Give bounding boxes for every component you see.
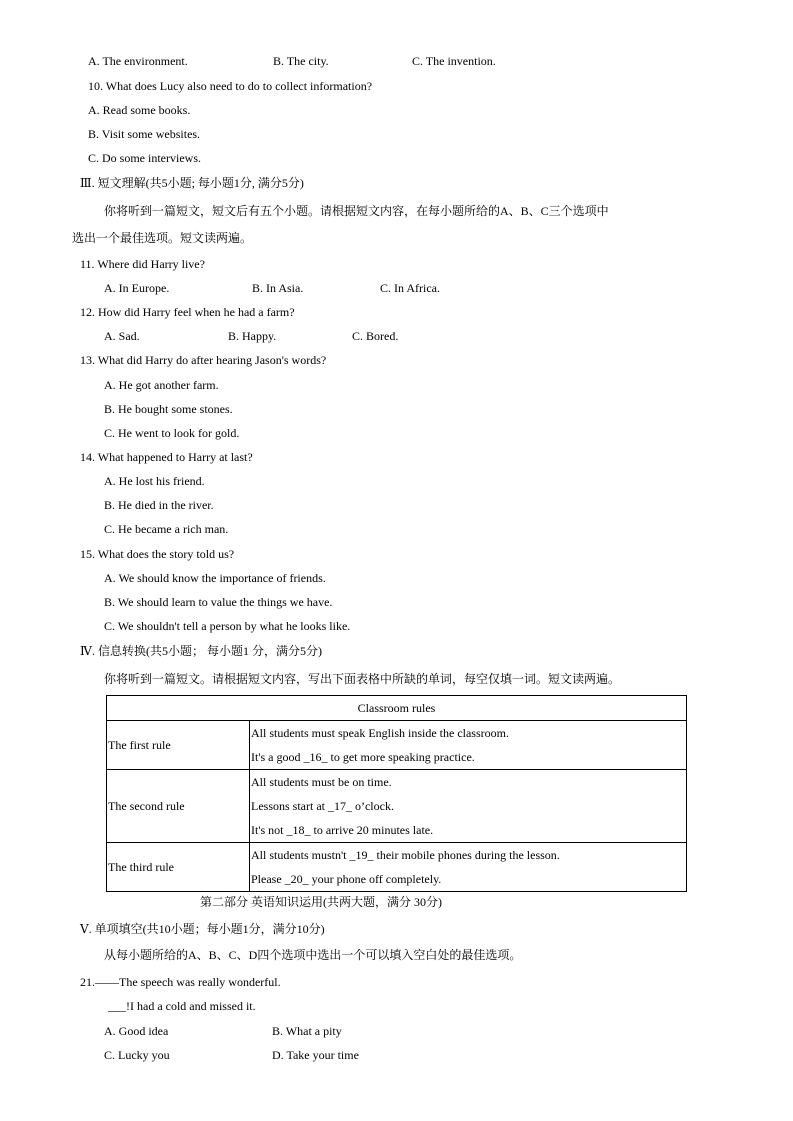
q13-option-a[interactable]: A. He got another farm. bbox=[104, 378, 219, 392]
q13-stem: 13. What did Harry do after hearing Jason's words? bbox=[80, 353, 327, 367]
q14-stem: 14. What happened to Harry at last? bbox=[80, 450, 253, 464]
rule-name-cell: The second rule bbox=[107, 770, 250, 843]
q12-option-b[interactable]: B. Happy. bbox=[228, 329, 277, 343]
q12-option-c[interactable]: C. Bored. bbox=[352, 329, 399, 343]
q21-option-c[interactable]: C. Lucky you bbox=[104, 1048, 170, 1062]
q9-option-a[interactable]: A. The environment. bbox=[88, 54, 188, 68]
q10-option-c[interactable]: C. Do some interviews. bbox=[88, 151, 201, 165]
q15-option-a[interactable]: A. We should know the importance of friends. bbox=[104, 571, 326, 585]
q9-option-c[interactable]: C. The invention. bbox=[412, 54, 496, 68]
rule-line: All students must speak English inside the classroom. bbox=[251, 726, 509, 740]
rule-line-blank-17[interactable]: Lessons start at _17_ o’clock. bbox=[251, 799, 394, 813]
section4-instruction: 你将听到一篇短文。请根据短文内容，写出下面表格中所缺的单词，每空仅填一词。短文读两遍。 bbox=[104, 672, 621, 686]
rule-name-cell: The third rule bbox=[107, 843, 250, 892]
q21-option-a[interactable]: A. Good idea bbox=[104, 1024, 169, 1038]
q12-stem: 12. How did Harry feel when he had a farm? bbox=[80, 305, 295, 319]
q14-option-b[interactable]: B. He died in the river. bbox=[104, 498, 214, 512]
table-row-third-rule bbox=[107, 843, 687, 892]
table-title: Classroom rules bbox=[107, 696, 687, 721]
table-row-second-rule bbox=[107, 770, 687, 843]
q15-stem: 15. What does the story told us? bbox=[80, 547, 235, 561]
rule-line: All students must be on time. bbox=[251, 775, 392, 789]
q10-option-b[interactable]: B. Visit some websites. bbox=[88, 127, 201, 141]
part2-heading: 第二部分 英语知识运用(共两大题，满分 30分) bbox=[200, 895, 442, 909]
q9-option-b[interactable]: B. The city. bbox=[273, 54, 329, 68]
q11-stem: 11. Where did Harry live? bbox=[80, 257, 205, 271]
q15-option-c[interactable]: C. We shouldn't tell a person by what he looks like. bbox=[104, 619, 351, 633]
section5-heading: Ⅴ. 单项填空(共10小题；每小题1分，满分10分) bbox=[80, 922, 325, 936]
section4-heading: Ⅳ. 信息转换(共5小题； 每小题1 分，满分5分) bbox=[80, 644, 322, 658]
q14-option-c[interactable]: C. He became a rich man. bbox=[104, 522, 229, 536]
q10-stem: 10. What does Lucy also need to do to collect information? bbox=[88, 79, 373, 93]
q11-option-b[interactable]: B. In Asia. bbox=[252, 281, 304, 295]
rule-name-cell: The first rule bbox=[107, 721, 250, 770]
q11-option-a[interactable]: A. In Europe. bbox=[104, 281, 170, 295]
q21-option-d[interactable]: D. Take your time bbox=[272, 1048, 359, 1062]
q14-option-a[interactable]: A. He lost his friend. bbox=[104, 474, 205, 488]
q15-option-b[interactable]: B. We should learn to value the things we have. bbox=[104, 595, 333, 609]
section3-instruction-line2: 选出一个最佳选项。短文读两遍。 bbox=[72, 231, 253, 245]
rule-detail-cell bbox=[250, 721, 687, 770]
rule-detail-cell bbox=[250, 770, 687, 843]
rule-line-blank-20[interactable]: Please _20_ your phone off completely. bbox=[251, 872, 442, 886]
section5-instruction: 从每小题所给的A、B、C、D四个选项中选出一个可以填入空白处的最佳选项。 bbox=[104, 948, 522, 962]
rule-line-blank-18[interactable]: It's not _18_ to arrive 20 minutes late. bbox=[251, 823, 434, 837]
q21-line2: ___!I had a cold and missed it. bbox=[108, 999, 256, 1013]
q11-option-c[interactable]: C. In Africa. bbox=[380, 281, 440, 295]
q21-line1: 21.——The speech was really wonderful. bbox=[80, 975, 281, 989]
q12-option-a[interactable]: A. Sad. bbox=[104, 329, 140, 343]
q13-option-b[interactable]: B. He bought some stones. bbox=[104, 402, 233, 416]
table-row-first-rule bbox=[107, 721, 687, 770]
rule-line-blank-19[interactable]: All students mustn't _19_ their mobile phones during the lesson. bbox=[251, 848, 560, 862]
section3-heading: Ⅲ. 短文理解(共5小题; 每小题1分, 满分5分) bbox=[80, 176, 304, 190]
rule-detail-cell bbox=[250, 843, 687, 892]
q10-option-a[interactable]: A. Read some books. bbox=[88, 103, 191, 117]
q21-option-b[interactable]: B. What a pity bbox=[272, 1024, 342, 1038]
q13-option-c[interactable]: C. He went to look for gold. bbox=[104, 426, 240, 440]
rule-line-blank-16[interactable]: It's a good _16_ to get more speaking practice. bbox=[251, 750, 475, 764]
classroom-rules-table bbox=[106, 695, 687, 892]
section3-instruction-line1: 你将听到一篇短文，短文后有五个小题。请根据短文内容，在每小题所给的A、B、C三个选项中 bbox=[104, 204, 609, 218]
